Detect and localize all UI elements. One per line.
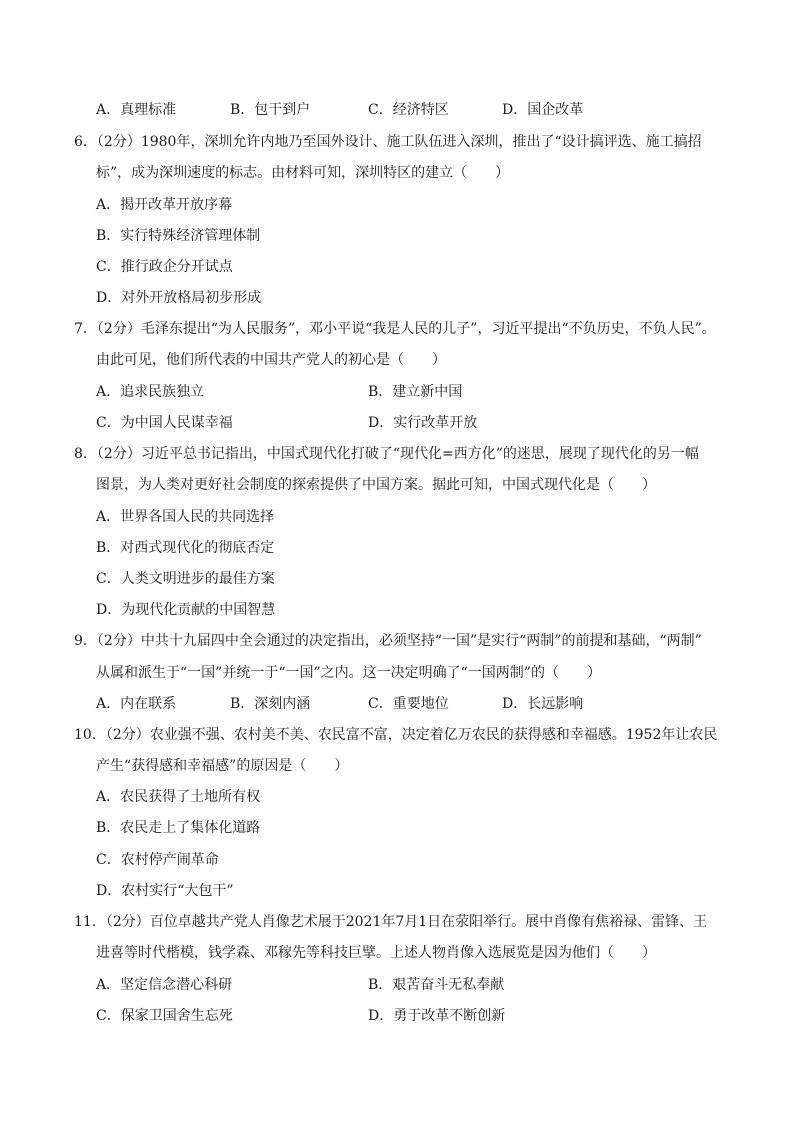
q11-option-d: D．勇于改革不断创新 [368,1008,506,1024]
q6-option-c: C．推行政企分开试点 [96,259,233,275]
q10-option-c: C．农村停产闹革命 [96,852,219,868]
q9-option-b: B．深刻内涵 [230,696,311,712]
q6-stem-line-1: 6．（2分）1980年，深圳允许内地乃至国外设计、施工队伍进入深圳，推出了“设计搞评选、施工搞招 [74,134,702,150]
q10-stem-line-1: 10．（2分）农业强不强、农村美不美、农民富不富，决定着亿万农民的获得感和幸福感。1952年让农民 [74,727,718,743]
q11-stem-line-1: 11．（2分）百位卓越共产党人肖像艺术展于2021年7月1日在荥阳举行。展中肖像有焦裕禄、雷锋、王 [74,914,708,930]
q10-option-d: D．农村实行“大包干” [96,883,234,899]
q7-option-c: C．为中国人民谋幸福 [96,415,233,431]
q10-option-a: A．农民获得了土地所有权 [96,789,261,805]
q8-stem-line-2: 图景，为人类对更好社会制度的探索提供了中国方案。据此可知，中国式现代化是（ ） [96,477,656,493]
q7-stem-line-1: 7．（2分）毛泽东提出“为人民服务”，邓小平说“我是人民的儿子”，习近平提出“不负历史，不负人民”。 [74,321,716,337]
q10-option-b: B．农民走上了集体化道路 [96,820,261,836]
q6-option-a: A．揭开改革开放序幕 [96,197,233,213]
q8-option-a: A．世界各国人民的共同选择 [96,509,275,525]
q8-stem-line-1: 8．（2分）习近平总书记指出，中国式现代化打破了“现代化=西方化”的迷思，展现了现代化的另一幅 [74,446,699,462]
q8-option-d: D．为现代化贡献的中国智慧 [96,602,276,618]
q6-stem-line-2: 标”，成为深圳速度的标志。由材料可知，深圳特区的建立（ ） [96,165,510,181]
q10-stem-line-2: 产生“获得感和幸福感”的原因是（ ） [96,758,349,774]
q9-stem-line-2: 从属和派生于“一国”并统一于“一国”之内。这一决定明确了“一国两制”的（ ） [96,665,601,681]
q7-stem-line-2: 由此可见，他们所代表的中国共产党人的初心是（ ） [96,352,446,368]
q11-option-a: A．坚定信念潜心科研 [96,977,233,993]
q11-option-b: B．艰苦奋斗无私奉献 [368,977,505,993]
q9-option-d: D．长远影响 [502,696,584,712]
q11-stem-line-2: 进喜等时代楷模，钱学森、邓稼先等科技巨擘。上述人物肖像入选展览是因为他们（ ） [96,945,656,961]
q5-option-d: D．国企改革 [502,102,584,118]
q6-option-d: D．对外开放格局初步形成 [96,290,262,306]
q9-stem-line-1: 9．（2分）中共十九届四中全会通过的决定指出，必须坚持“一国”是实行“两制”的前提和基础，“两制” [74,633,702,649]
q7-option-d: D．实行改革开放 [368,415,478,431]
q8-option-c: C．人类文明进步的最佳方案 [96,571,275,587]
q8-option-b: B．对西式现代化的彻底否定 [96,540,275,556]
q7-option-b: B．建立新中国 [368,384,463,400]
q5-option-c: C．经济特区 [368,102,449,118]
q5-option-a: A．真理标准 [96,102,177,118]
q11-option-c: C．保家卫国舍生忘死 [96,1008,233,1024]
q7-option-a: A．追求民族独立 [96,384,205,400]
q9-option-a: A．内在联系 [96,696,177,712]
q5-option-b: B．包干到户 [230,102,311,118]
q9-option-c: C．重要地位 [368,696,449,712]
q6-option-b: B．实行特殊经济管理体制 [96,228,261,244]
